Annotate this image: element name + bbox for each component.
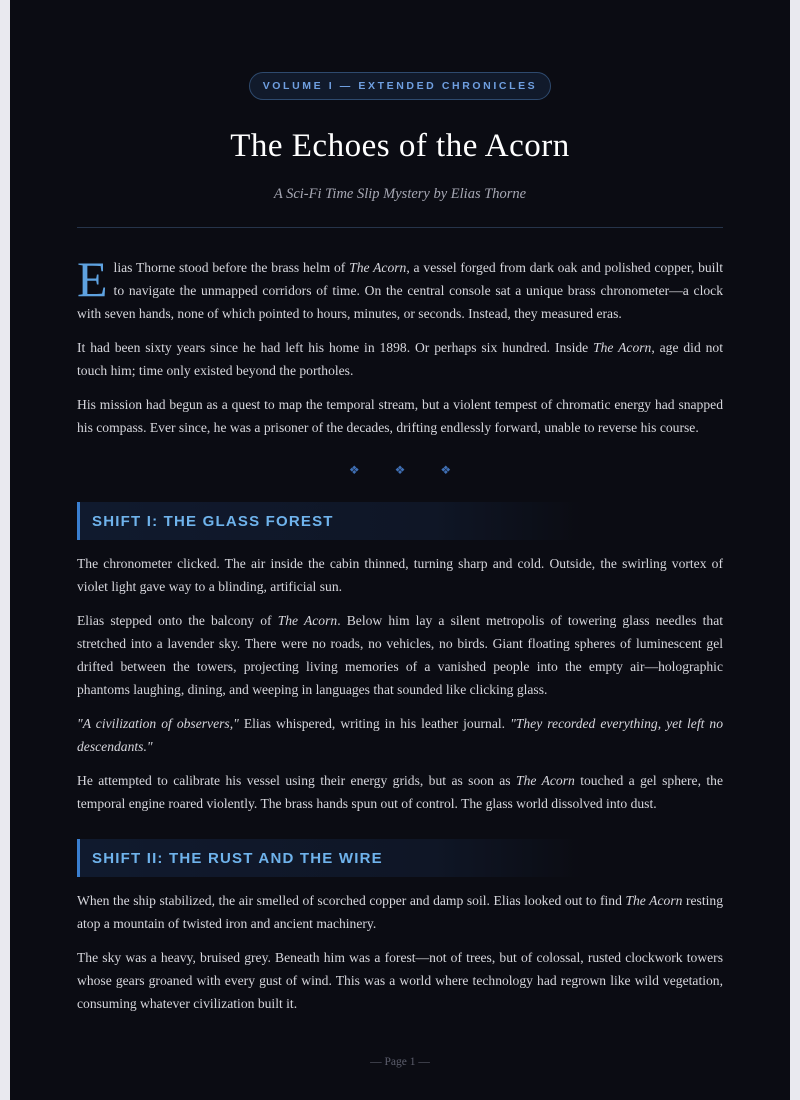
text-run: Elias whispered, writing in his leather journal. [238, 716, 511, 731]
ship-name: The Acorn [349, 260, 407, 275]
volume-badge: VOLUME I — EXTENDED CHRONICLES [249, 72, 552, 100]
shift1-paragraph-2 [77, 609, 723, 701]
quote: "They recorded everything, yet left no descendants." [77, 716, 724, 754]
page-subtitle: A Sci-Fi Time Slip Mystery by Elias Thorne [273, 186, 527, 202]
intro-paragraph-1 [77, 251, 724, 325]
section-heading-text: SHIFT I: THE GLASS FOREST [92, 512, 334, 530]
ship-name: The Acorn [593, 340, 652, 355]
shift2-paragraph-1 [77, 889, 723, 935]
text-run: He attempted to calibrate his vessel using their energy grids, but as soon as [77, 773, 517, 788]
ship-name: The Acorn [277, 613, 338, 628]
ship-name: The Acorn [625, 893, 683, 908]
intro-paragraph-2 [77, 336, 723, 382]
text-run: resting atop a mountain of twisted iron and ancient machinery. [77, 893, 723, 931]
shift1-paragraph-3 [77, 712, 723, 758]
header-divider [77, 227, 723, 228]
ship-name: The Acorn [516, 773, 575, 788]
page-title: The Echoes of the Acorn [230, 128, 570, 164]
text-run: It had been sixty years since he had left his home in 1898. Or perhaps six hundred. Inside [77, 340, 594, 355]
section-heading-shift-2 [77, 839, 723, 877]
story-body [77, 251, 724, 1015]
shift1-paragraph-4 [77, 769, 723, 815]
text-run: When the ship stabilized, the air smelled of scorched copper and damp soil. Elias looked out to find [77, 893, 626, 908]
drop-cap: E [77, 251, 108, 307]
section-heading-text: SHIFT II: THE RUST AND THE WIRE [92, 849, 383, 867]
section-heading-shift-1 [77, 502, 723, 540]
text-run: , a vessel forged from dark oak and polished copper, built to navigate the unmapped corridors of time. On the central console sat a unique brass chronometer—a clock with seven hands, none of which pointed to hours, minutes, or seconds. Instead, they measured eras. [77, 260, 724, 321]
shift2-paragraph-2: The sky was a heavy, bruised grey. Beneath him was a forest—not of trees, but of colossal, rusted clockwork towers whose gears groaned with every gust of wind. This was a world where technology had regrown like wild vegetation, consuming whatever civilization built it. [77, 950, 723, 1011]
text-run: Elias stepped onto the balcony of [77, 613, 278, 628]
quote: "A civilization of observers," [77, 716, 239, 731]
text-run: , age did not touch him; time only existed beyond the portholes. [77, 340, 724, 378]
shift1-paragraph-1: The chronometer clicked. The air inside the cabin thinned, turning sharp and cold. Outside, the swirling vortex of violet light gave way to a blinding, artificial sun. [77, 556, 723, 594]
text-run: lias Thorne stood before the brass helm of [113, 260, 350, 275]
intro-paragraph-3: His mission had begun as a quest to map the temporal stream, but a violent tempest of chromatic energy had snapped his compass. Ever since, he was a prisoner of the decades, drifting endlessly forward, unable to reverse his course. [77, 397, 723, 435]
text-run: touched a gel sphere, the temporal engine roared violently. The brass hands spun out of control. The glass world dissolved into dust. [77, 773, 723, 811]
document-page [10, 0, 790, 1100]
ornament-divider: ❖ ❖ ❖ [348, 463, 468, 477]
text-run: . Below him lay a silent metropolis of towering glass needles that stretched into a lavender sky. There were no roads, no vehicles, no birds. Giant floating spheres of luminescent gel drifted between the towers, projecting living memories of a vanished people into the empty air—holographic phantoms laughing, dining, and weeping in languages that sounded like clicking glass. [77, 613, 724, 697]
document-header [77, 0, 723, 228]
page-number: — Page 1 — [370, 1056, 430, 1068]
